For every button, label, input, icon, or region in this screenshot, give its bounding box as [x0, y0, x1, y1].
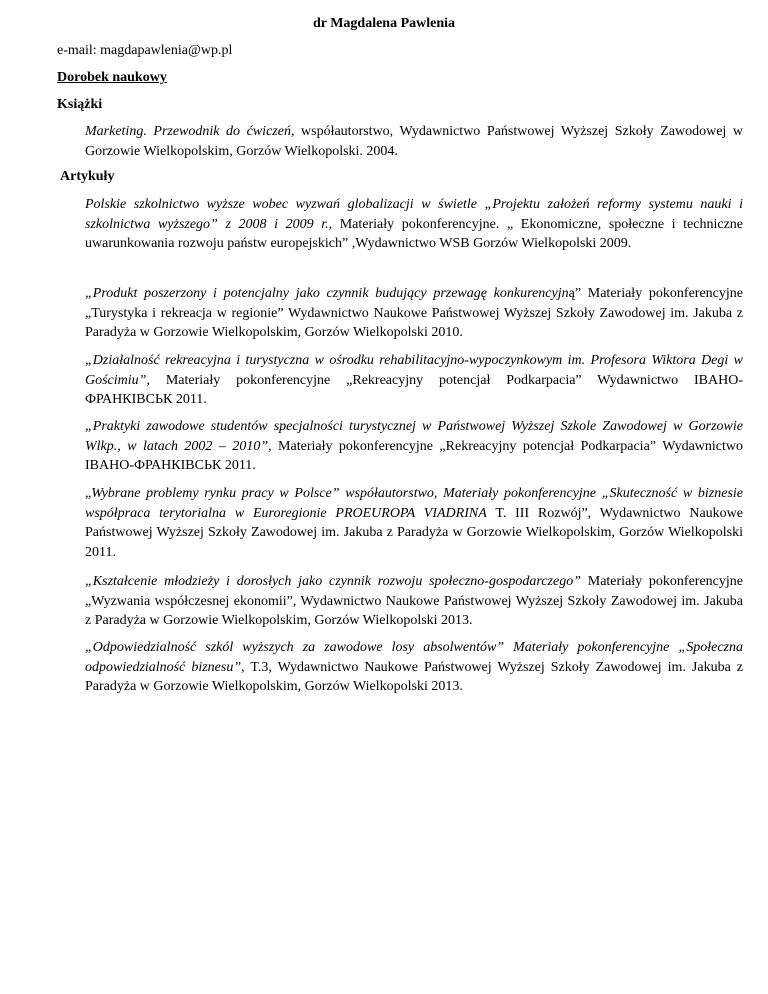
article-title: „Praktyki zawodowe studentów specjalności turystycznej w Państwowej Wyższej Szkole Zawodowej w Gorzowie Wlkp., w latach 2002 – 2010”,: [85, 419, 743, 454]
email-line: e-mail: magdapawlenia@wp.pl: [57, 43, 233, 58]
article-details: ą” Materiały pokonferencyjne „Turystyka i rekreacja w regionie” Wydawnictwo Naukowe Państwowej Wyższej Szkoły Zawodowej im. Jakuba z Paradyża w Gorzowie Wielkopolskim, Gorzów Wielkopolski 2010.: [85, 286, 743, 340]
achievements-heading: Dorobek naukowy: [57, 70, 167, 85]
article-title: „Produkt poszerzony i potencjalny jako czynnik budujący przewagę konkurencyjn: [85, 286, 569, 301]
article-details: T. III Rozwój”, Wydawnictwo Naukowe Państwowej Wyższej Szkoły Zawodowej im. Jakuba z Paradyża w Gorzowie Wielkopolskim, Gorzów Wielkopolski 2011.: [85, 505, 743, 560]
article-title: „Działalność rekreacyjna i turystyczna w ośrodku rehabilitacyjno-wypoczynkowym im. Profesora Wiktora Degi w Gościmiu”,: [85, 353, 743, 388]
article-title: „Odpowiedzialność szkól wyższych za zawodowe losy absolwentów” Materiały pokonferencyjne „Społeczna odpowiedzialność biznesu”,: [85, 640, 743, 675]
article-title: Wybrane problemy rynku pracy w Polsce” współautorstwo, Materiały pokonferencyjne „Skuteczność w biznesie współpraca terytorialna w Euroregionie PROEUROPA VIADRINA: [85, 486, 743, 521]
article-entry: [85, 351, 743, 410]
article-entry: [85, 638, 743, 697]
article-details: Materiały pokonferencyjne „Rekreacyjny potencjał Podkarpacia” Wydawnictwo IBAHO-ФРАНКІВСЬК 2011.: [85, 372, 743, 407]
author-name: dr Magdalena Pawlenia: [312, 16, 456, 31]
article-details: Materiały pokonferencyjne. „ Ekonomiczne, społeczne i techniczne uwarunkowania rozwoju państw europejskich” ,Wydawnictwo WSB Gorzów Wielkopolski 2009.: [85, 216, 743, 251]
book-title: Marketing. Przewodnik do ćwiczeń,: [85, 124, 295, 139]
article-details: T.3, Wydawnictwo Naukowe Państwowej Wyższej Szkoły Zawodowej im. Jakuba z Paradyża w Gorzowie Wielkopolskim, Gorzów Wielkopolski 2013.: [85, 659, 743, 694]
article-entry: [85, 195, 743, 254]
article-prefix: „: [85, 486, 92, 501]
article-entry: [85, 284, 743, 343]
articles-heading: Artykuły: [60, 169, 115, 184]
article-title: Polskie szkolnictwo wyższe wobec wyzwań globalizacji w świetle „Projektu założeń reformy systemu nauki i szkolnictwa wyższego” z 2008 i 2009 r.,: [85, 197, 743, 232]
books-heading: Książki: [57, 97, 103, 112]
article-entry: [85, 417, 743, 476]
book-details: współautorstwo, Wydawnictwo Państwowej Wyższej Szkoły Zawodowej w Gorzowie Wielkopolskim, Gorzów Wielkopolski. 2004.: [85, 124, 743, 159]
article-entry: [85, 572, 743, 631]
article-details: Materiały pokonferencyjne „Rekreacyjny potencjał Podkarpacia” Wydawnictwo IBAHO-ФРАНКІВСЬК 2011.: [85, 438, 743, 473]
article-entry: [85, 484, 743, 562]
article-title: „Kształcenie młodzieży i dorosłych jako czynnik rozwoju społeczno-gospodarczego”: [85, 574, 581, 589]
article-details: Materiały pokonferencyjne „Wyzwania współczesnej ekonomii”, Wydawnictwo Naukowe Państwowej Wyższej Szkoły Zawodowej im. Jakuba z Paradyża w Gorzowie Wielkopolskim, Gorzów Wielkopolski 2013.: [85, 574, 743, 628]
book-entry: [85, 122, 743, 161]
